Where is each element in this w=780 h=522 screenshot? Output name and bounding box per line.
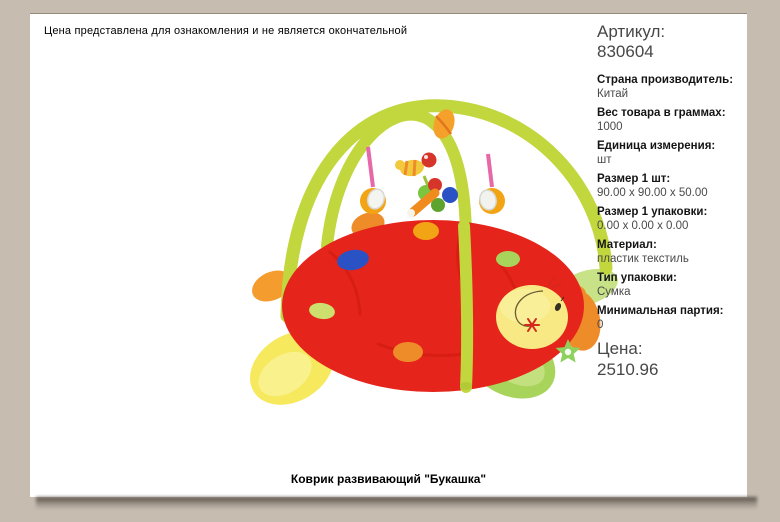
detail-label: Минимальная партия:	[597, 305, 724, 317]
play-arch-front-leg	[464, 226, 467, 387]
article-label: Артикул:	[597, 22, 666, 41]
product-card	[30, 13, 747, 497]
detail-value: пластик текстиль	[597, 253, 689, 265]
detail-row	[597, 139, 767, 167]
mat-dot-yellow	[413, 222, 439, 240]
detail-value: 0	[597, 319, 604, 331]
detail-row	[597, 271, 767, 299]
arch-leg-endcap	[460, 382, 472, 390]
detail-value: 1000	[597, 121, 623, 133]
detail-value: Китай	[597, 88, 629, 100]
mat-dot-orange	[393, 342, 423, 362]
flower-toy	[407, 176, 458, 217]
product-name: Коврик развивающий "Букашка"	[290, 472, 487, 486]
detail-label: Размер 1 шт:	[597, 173, 671, 185]
article-value: 830604	[597, 42, 654, 61]
detail-label: Страна производитель:	[597, 74, 734, 86]
detail-value: Сумка	[597, 286, 631, 298]
detail-row	[597, 205, 767, 233]
hanging-ribbon-left	[368, 147, 373, 187]
hanging-ribbon-right	[488, 154, 492, 187]
detail-row	[597, 73, 767, 101]
detail-row	[597, 172, 767, 200]
price-label: Цена:	[597, 339, 643, 358]
detail-label: Размер 1 упаковки:	[597, 206, 708, 218]
product-photo	[215, 96, 625, 411]
detail-label: Материал:	[597, 239, 657, 251]
star-toy-center	[565, 349, 571, 355]
article-block	[597, 22, 767, 62]
red-ball-toy	[422, 153, 437, 168]
head-highlight	[500, 289, 550, 323]
detail-value: 90.00 x 90.00 x 50.00	[597, 187, 708, 199]
detail-row	[597, 106, 767, 134]
price-value: 2510.96	[597, 360, 659, 379]
detail-label: Единица измерения:	[597, 140, 716, 152]
mat-dot-green	[496, 251, 520, 267]
detail-row	[597, 304, 767, 332]
detail-label: Тип упаковки:	[597, 272, 677, 284]
bee-toy	[395, 153, 437, 178]
price-block	[597, 338, 767, 380]
detail-value: шт	[597, 154, 612, 166]
detail-row	[597, 238, 767, 266]
disclaimer-text: Цена представлена для ознакомления и не является окончательной	[44, 25, 408, 37]
product-info-panel	[597, 22, 767, 380]
card-drop-shadow	[36, 497, 757, 510]
detail-label: Вес товара в граммах:	[597, 107, 726, 119]
detail-value: 0.00 x 0.00 x 0.00	[597, 220, 689, 232]
